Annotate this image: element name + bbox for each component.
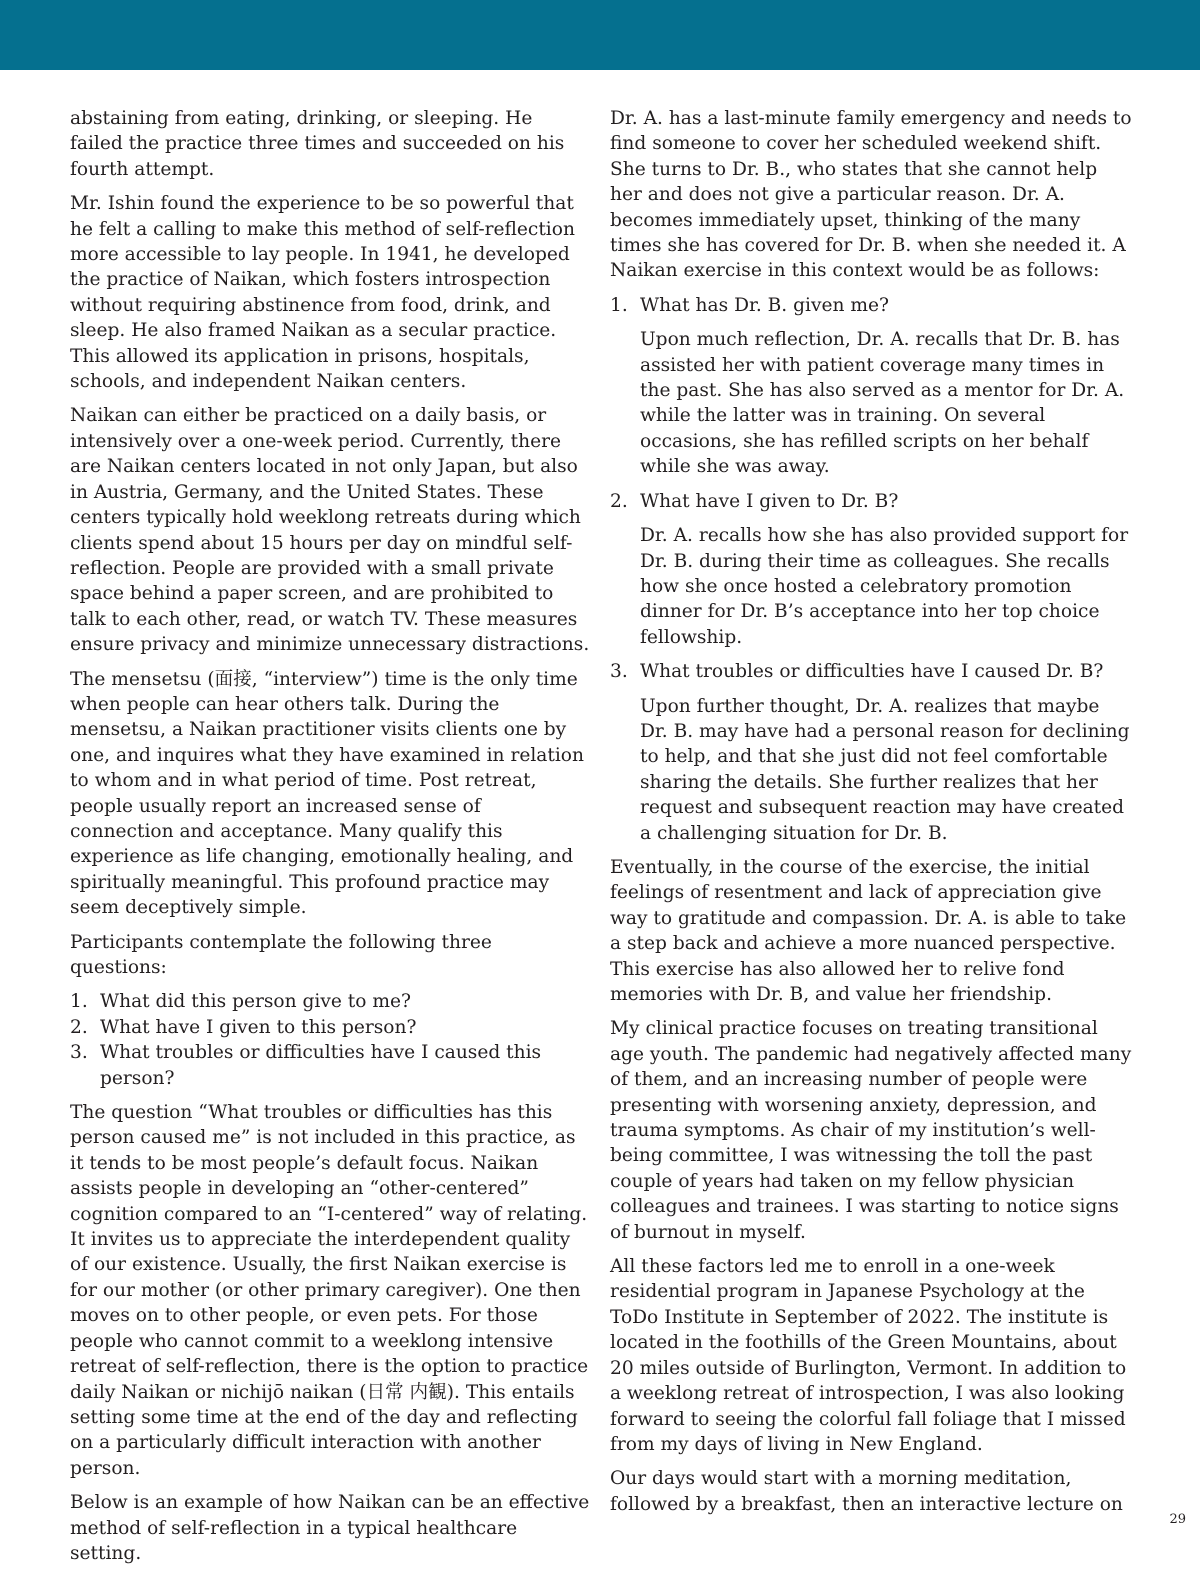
list-item-answer: Upon further thought, Dr. A. realizes that maybe Dr. B. may have had a personal reason for declining to help, and that she just did not feel comfortable sharing the details. She further realizes that her request and subsequent reaction may have created a challenging situation for Dr. B. <box>640 695 1130 844</box>
page-number: 29 <box>1169 1512 1186 1527</box>
list-item-question: 2. What have I given to Dr. B? <box>610 490 899 512</box>
header-bar <box>0 0 1200 70</box>
paragraph: abstaining from eating, drinking, or sleeping. He failed the practice three times and succeeded on his fourth attempt. <box>70 108 565 180</box>
paragraph: Participants contemplate the following three questions: <box>70 931 492 978</box>
paragraph: My clinical practice focuses on treating transitional age youth. The pandemic had negatively affected many of them, and an increasing number of people were presenting with worsening anxiety, depression, and trauma symptoms. As chair of my institution’s well-being committee, I was witnessing the toll the past couple of years had taken on my fellow physician colleagues and trainees. I was starting to notice signs of burnout in myself. <box>610 1018 1132 1243</box>
paragraph: The mensetsu (面接, “interview”) time is the only time when people can hear others talk. During the mensetsu, a Naikan practitioner visits clients one by one, and inquires what they have examined in relation to whom and in what period of time. Post retreat, people usually report an increased sense of connection and acceptance. Many qualify this experience as life changing, emotionally healing, and spiritually meaningful. This profound practice may seem deceptively simple. <box>70 668 584 919</box>
right-column <box>610 106 1132 1526</box>
list-item: 2. What have I given to this person? <box>70 1016 417 1038</box>
question-list <box>70 989 590 1091</box>
paragraph: Below is an example of how Naikan can be an effective method of self-reflection in a typical healthcare setting. <box>70 1492 590 1564</box>
list-item-answer: Dr. A. recalls how she has also provided support for Dr. B. during their time as colleagues. She recalls how she once hosted a celebratory promotion dinner for Dr. B’s acceptance into her top choice fellowship. <box>640 525 1129 648</box>
list-item-question: 3. What troubles or difficulties have I caused Dr. B? <box>610 661 1104 683</box>
list-item-question: 1. What has Dr. B. given me? <box>610 294 889 316</box>
paragraph: Eventually, in the course of the exercise, the initial feelings of resentment and lack of appreciation give way to gratitude and compassion. Dr. A. is able to take a step back and achieve a more nuanced perspective. This exercise has also allowed her to relive fond memories with Dr. B, and value her friendship. <box>610 856 1127 1005</box>
paragraph: Dr. A. has a last-minute family emergency and needs to find someone to cover her scheduled weekend shift. She turns to Dr. B., who states that she cannot help her and does not give a particular reason. Dr. A. becomes immediately upset, thinking of the many times she has covered for Dr. B. when she needed it. A Naikan exercise in this context would be as follows: <box>610 108 1132 282</box>
paragraph: Our days would start with a morning meditation, followed by a breakfast, then an interactive lecture on <box>610 1468 1123 1515</box>
paragraph: Mr. Ishin found the experience to be so powerful that he felt a calling to make this method of self-reflection more accessible to lay people. In 1941, he developed the practice of Naikan, which fosters introspection without requiring abstinence from food, drink, and sleep. He also framed Naikan as a secular practice. This allowed its application in prisons, hospitals, schools, and independent Naikan centers. <box>70 193 575 393</box>
example-list <box>610 293 1132 846</box>
paragraph: The question “What troubles or difficulties has this person caused me” is not included in this practice, as it tends to be most people’s default focus. Naikan assists people in developing an “other-centered” cognition compared to an “I-centered” way of relating. It invites us to appreciate the interdependent quality of our existence. Usually, the first Naikan exercise is for our mother (or other primary caregiver). One then moves on to other people, or even pets. For those people who cannot commit to a weeklong intensive retreat of self-reflection, there is the option to practice daily Naikan or nichijō naikan (日常 内観). This entails setting some time at the end of the day and reflecting on a particularly difficult interaction with another person. <box>70 1102 589 1479</box>
paragraph: All these factors led me to enroll in a one-week residential program in Japanese Psychology at the ToDo Institute in September of 2022. The institute is located in the foothills of the Green Mountains, about 20 miles outside of Burlington, Vermont. In addition to a weeklong retreat of introspection, I was also looking forward to seeing the colorful fall foliage that I missed from my days of living in New England. <box>610 1256 1127 1455</box>
paragraph: Naikan can either be practiced on a daily basis, or intensively over a one-week period. Currently, there are Naikan centers located in not only Japan, but also in Austria, Germany, and the United States. These centers typically hold weeklong retreats during which clients spend about 15 hours per day on mindful self-reflection. People are provided with a small private space behind a paper screen, and are prohibited to talk to each other, read, or watch TV. These measures ensure privacy and minimize unnecessary distractions. <box>70 405 590 656</box>
list-item-answer: Upon much reflection, Dr. A. recalls that Dr. B. has assisted her with patient coverage many times in the past. She has also served as a mentor for Dr. A. while the latter was in training. On several occasions, she has refilled scripts on her behalf while she was away. <box>640 329 1125 478</box>
list-item: 1. What did this person give to me? <box>70 991 411 1013</box>
left-column <box>70 106 590 1575</box>
list-item: 3. What troubles or difficulties have I caused this person? <box>70 1042 542 1089</box>
